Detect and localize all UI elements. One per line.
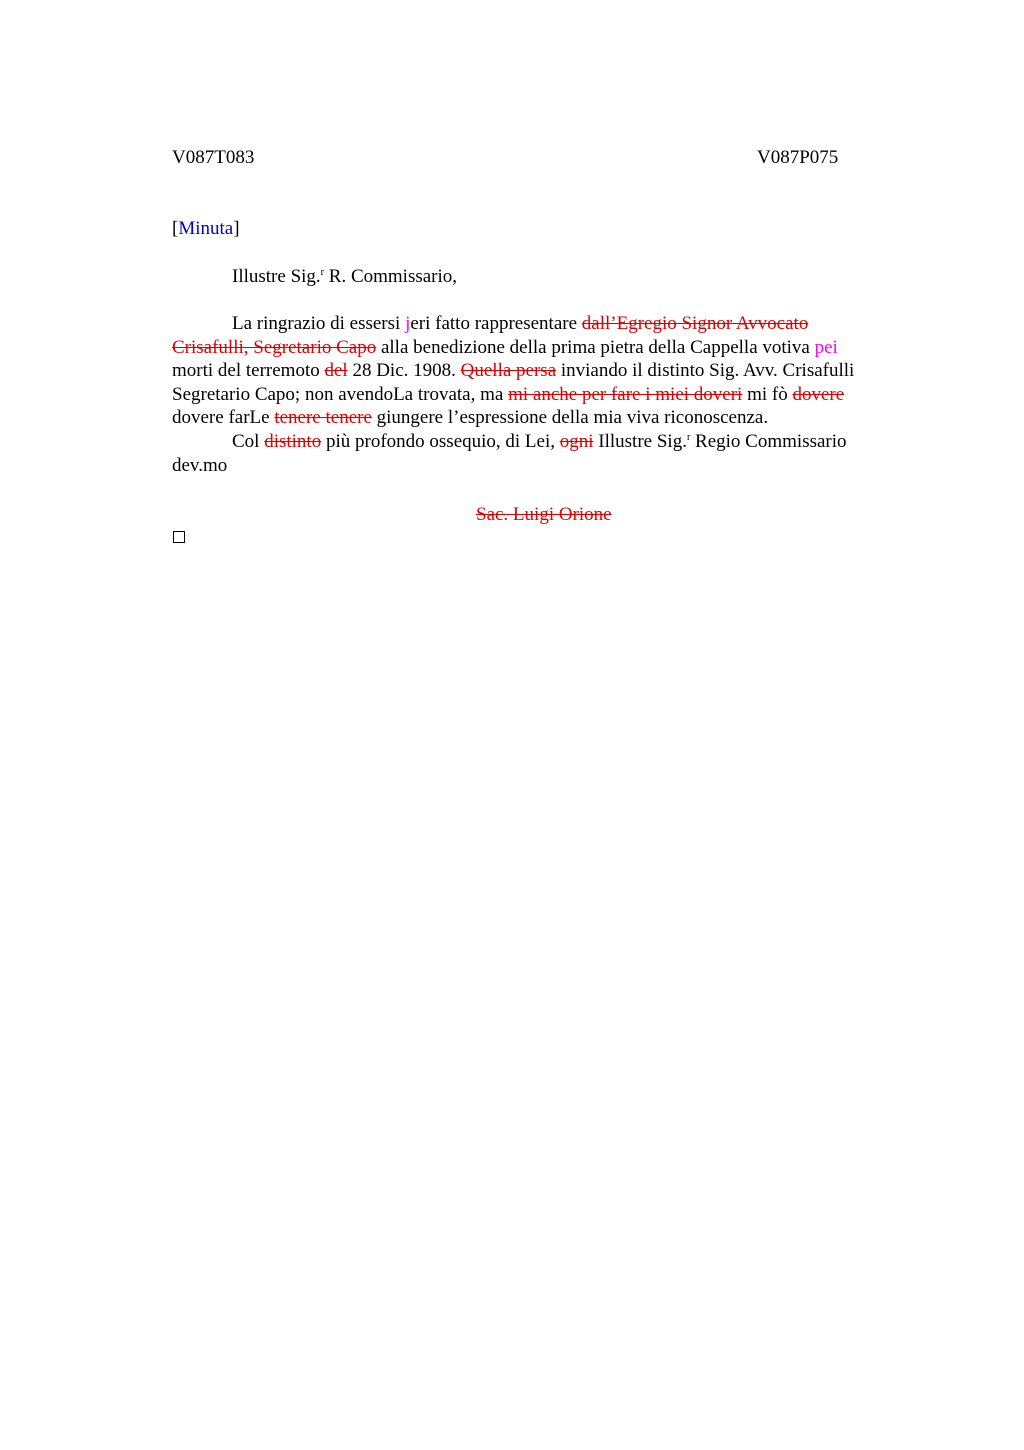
text: Regio Commissario [690,430,847,452]
paragraph1-line4 [172,383,932,407]
deletion: Quella persa [460,360,557,382]
deletion: ogni [559,430,594,452]
paragraph2-line2: dev.mo [172,454,228,476]
paragraph1-line5 [172,406,932,430]
text: mi fò [742,383,793,405]
deletion: mi anche per fare i miei doveri [508,383,743,405]
salutation-text-before: Illustre Sig. [232,266,321,287]
deletion: del [324,360,348,382]
letter-body [172,312,932,477]
text: più profondo ossequio, di Lei, [321,430,560,452]
text: inviando il distinto Sig. Avv. Crisafulli [556,360,855,382]
text: Col [232,430,265,452]
paragraph2-line1 [172,430,932,454]
minuta-label [172,217,240,241]
signature-deleted: Sac. Luigi Orione [476,504,612,525]
minuta-text: Minuta [178,218,234,239]
text: morti del terremoto [172,360,325,382]
document-code-left: V087T083 [172,147,255,168]
text: alla benedizione della prima pietra della Cappella votiva [376,336,815,358]
paragraph1-line2 [172,336,932,360]
superscript: r [686,431,691,443]
minuta-open-bracket: [ [172,218,179,239]
paragraph1-line3 [172,359,932,383]
document-code-right: V087P075 [757,147,839,168]
text: Illustre Sig. [593,430,687,452]
text: eri fatto rappresentare [410,313,582,334]
salutation [232,265,457,289]
checkbox-icon [173,531,185,543]
text: 28 Dic. 1908. [347,360,461,382]
text: dovere farLe [172,407,275,429]
salutation-text-after: R. Commissario, [324,266,458,287]
minuta-close-bracket: ] [233,218,240,239]
text: La ringrazio di essersi [232,313,406,334]
deletion: tenere tenere [274,407,372,429]
deletion: distinto [264,430,322,452]
salutation-superscript: r [320,267,325,278]
insertion: j [405,313,411,334]
text: giungere l’espressione della mia viva riconoscenza. [371,407,769,429]
deletion: dall’Egregio Signor Avvocato [581,313,809,334]
paragraph1-line1 [172,312,932,336]
deletion: dovere [792,383,845,405]
deletion: Crisafulli, Segretario Capo [172,336,377,358]
insertion: pei [814,336,838,358]
text: Segretario Capo; non avendoLa trovata, ma [172,383,509,405]
